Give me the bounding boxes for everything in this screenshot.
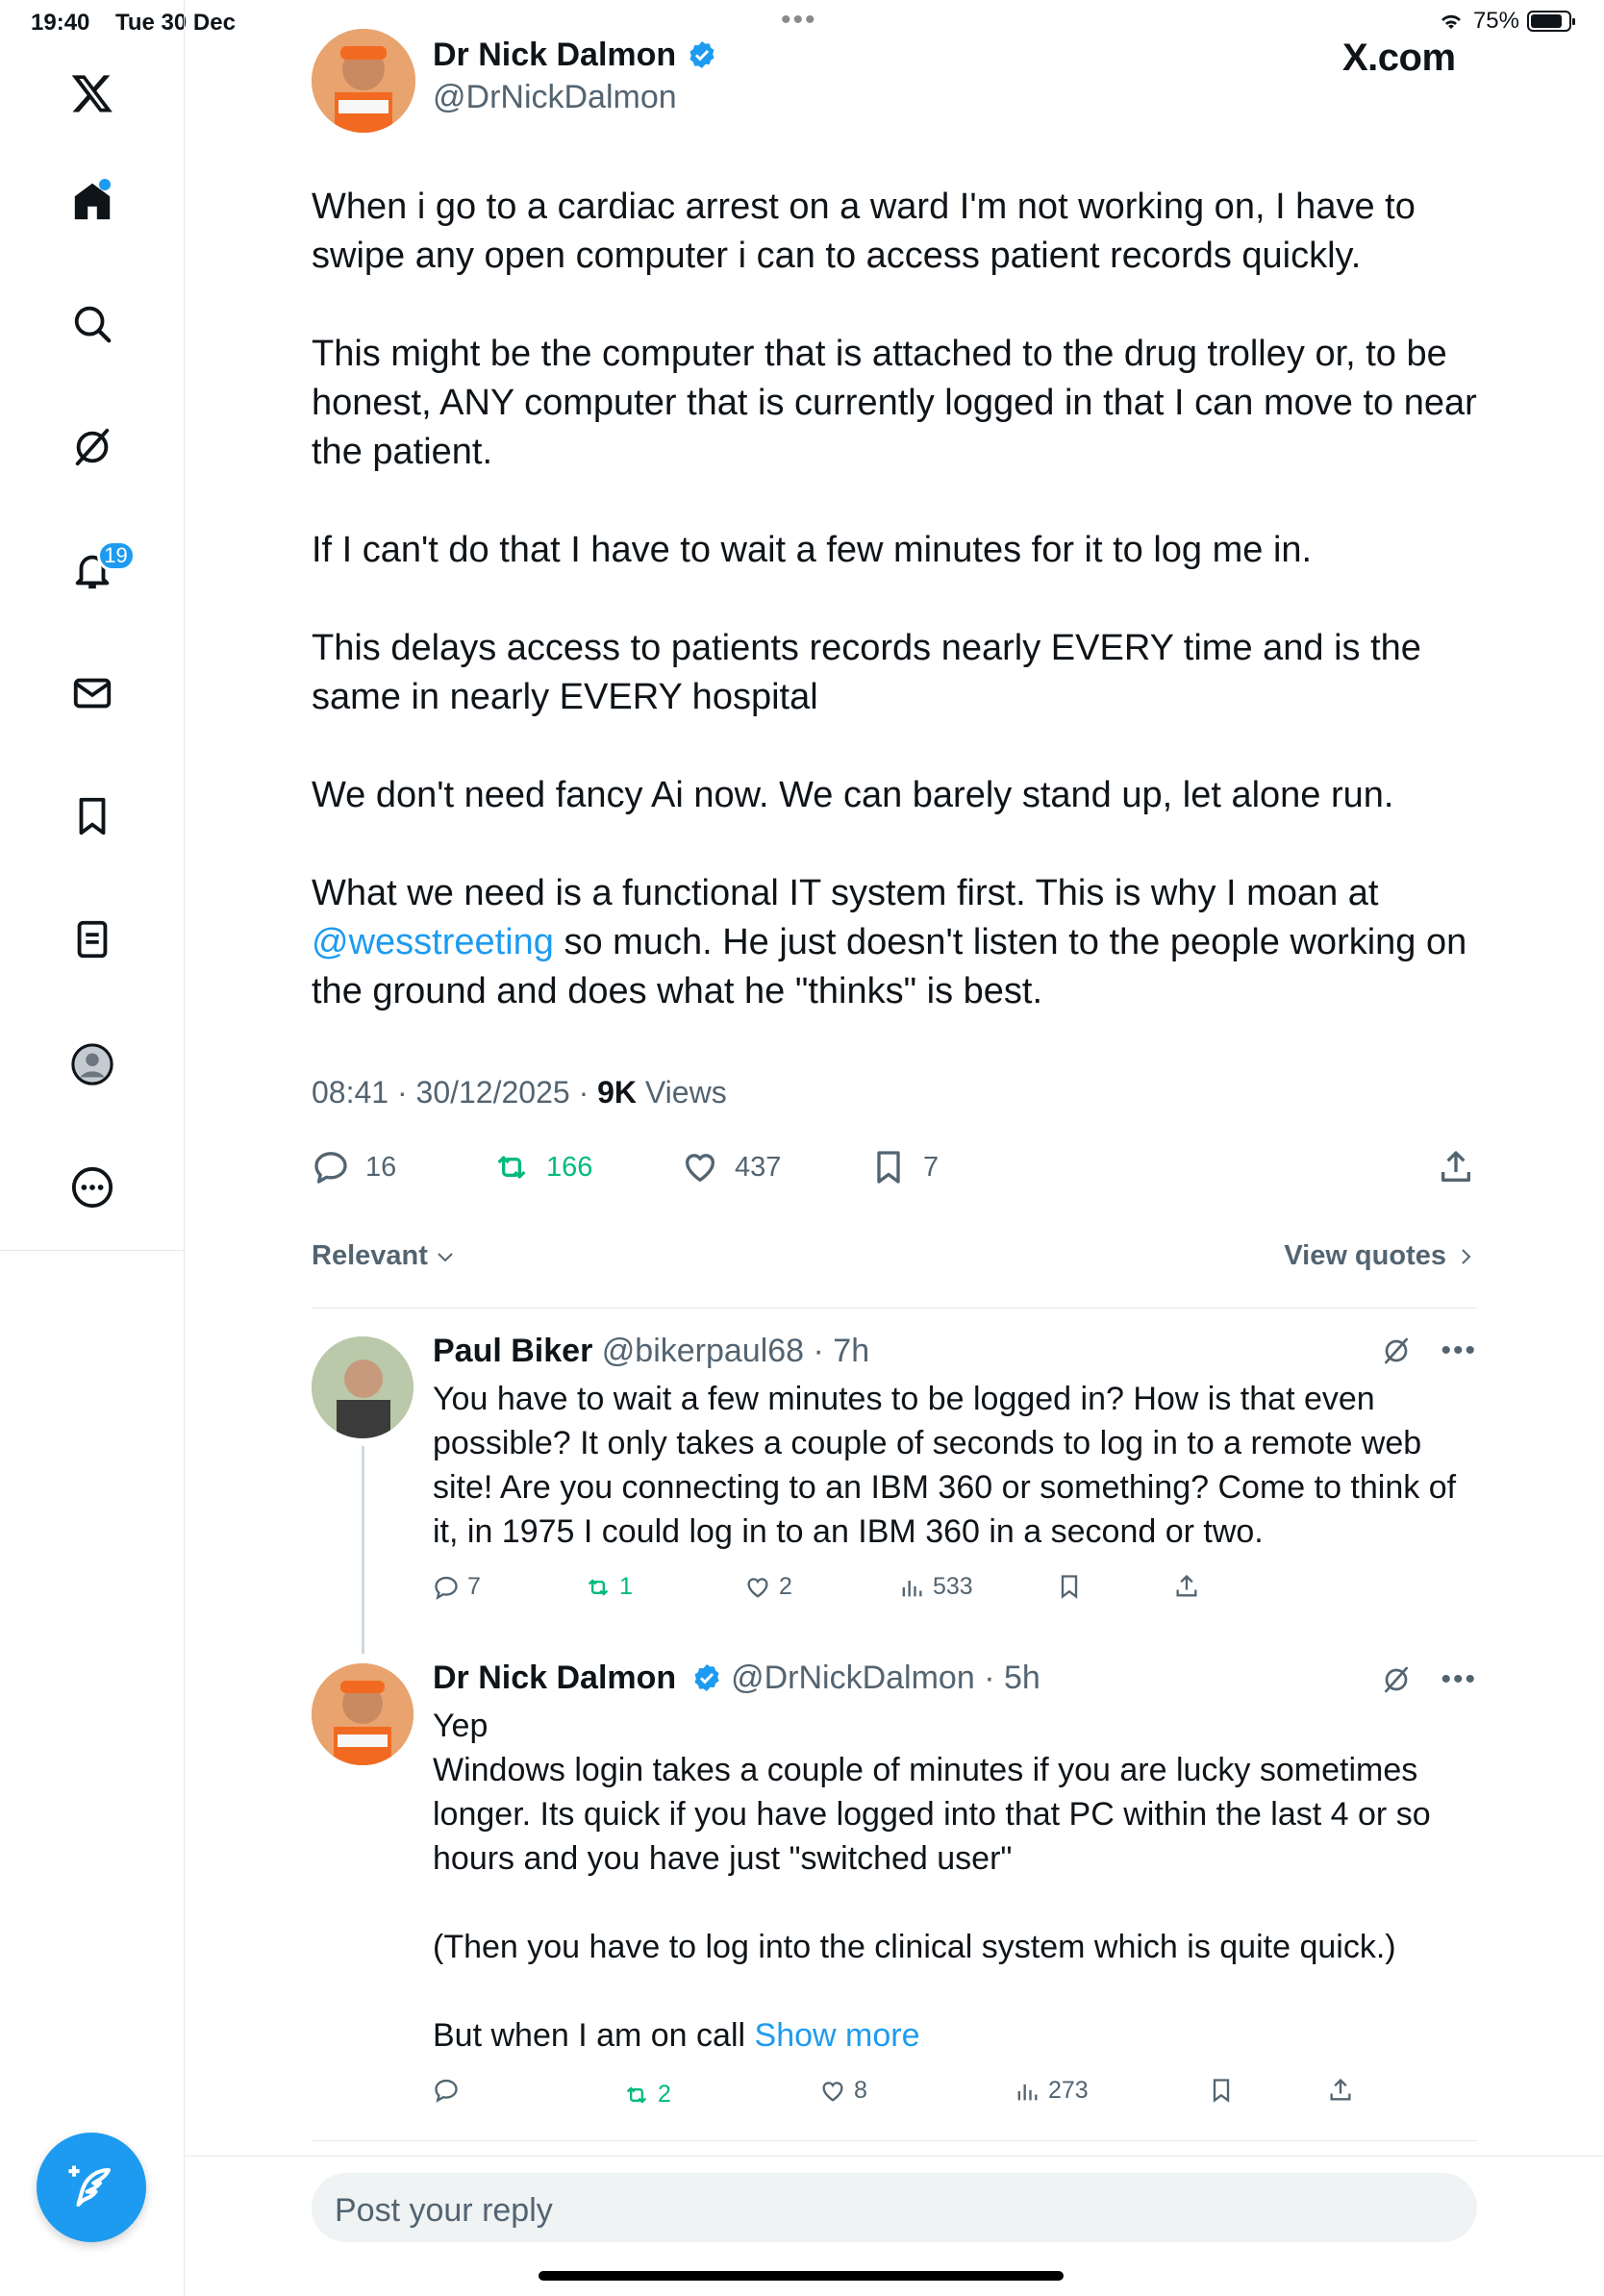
share-icon [1173, 1573, 1200, 1600]
sidebar-divider [0, 1250, 185, 1251]
reply-repost-button[interactable]: 2 [623, 2081, 671, 2109]
tweet-meta [312, 1075, 727, 1111]
reply-repost-button[interactable]: 1 [585, 1573, 633, 1601]
home-notification-dot [99, 179, 111, 190]
reply-avatar[interactable] [312, 1663, 414, 1765]
reply-avatar[interactable] [312, 1336, 414, 1438]
reply-views-button[interactable]: 533 [898, 1573, 973, 1601]
mention-link[interactable]: @wesstreeting [312, 922, 554, 962]
bookmark-icon [1208, 2077, 1235, 2104]
battery-icon [1527, 11, 1571, 32]
bookmark-icon [1056, 1573, 1083, 1600]
reply-icon [433, 1574, 460, 1601]
repost-icon [623, 2082, 650, 2109]
repost-icon [585, 1574, 612, 1601]
lists-icon[interactable] [59, 906, 126, 973]
thread-line [362, 1446, 364, 1654]
share-icon [1437, 1148, 1475, 1186]
sort-relevant-dropdown[interactable]: Relevant [312, 1240, 457, 1272]
grok-icon[interactable] [59, 413, 126, 481]
author-avatar[interactable] [312, 29, 415, 133]
wifi-icon [1437, 10, 1466, 33]
messages-icon[interactable] [59, 660, 126, 727]
reply-button[interactable]: 16 [312, 1148, 396, 1186]
compose-button[interactable] [37, 2133, 146, 2242]
heart-icon [744, 1574, 771, 1601]
feather-plus-icon [65, 2161, 117, 2213]
reply-icon [312, 1148, 350, 1186]
tweet-actions [312, 1148, 1477, 1190]
status-right [1437, 8, 1571, 35]
tweet-paragraph: When i go to a cardiac arrest on a ward I'm not working on, I have to swipe any open computer i can to access patient records quickly. [312, 187, 1416, 276]
home-icon[interactable] [59, 167, 126, 235]
grok-icon[interactable] [1381, 1335, 1412, 1366]
verified-badge-icon [691, 1662, 722, 1693]
bookmark-icon [869, 1148, 908, 1186]
site-brand: X.com [1342, 37, 1456, 79]
battery-percent: 75% [1472, 8, 1519, 34]
verified-badge-icon [687, 39, 717, 70]
home-indicator[interactable] [539, 2271, 1064, 2281]
composer-divider [185, 2156, 1604, 2157]
reply-views-button[interactable]: 273 [1014, 2077, 1089, 2105]
reply-author-name[interactable]: Dr Nick Dalmon [433, 1660, 677, 1696]
reply-header [433, 1333, 869, 1370]
author-handle[interactable]: @DrNickDalmon [433, 79, 677, 115]
more-options-icon[interactable]: ••• [1441, 1335, 1477, 1366]
reply-icon [433, 2077, 460, 2104]
reply-time: · 7h [804, 1333, 870, 1369]
share-button[interactable] [1437, 1148, 1475, 1186]
views-label: Views [637, 1075, 727, 1110]
tweet-paragraph: This might be the computer that is attached to the drug trolley or, to be honest, ANY computer that is currently logged in that I can move to near the patient. [312, 334, 1477, 472]
multitasking-dots-icon[interactable]: ••• [781, 4, 817, 36]
reply-reply-button[interactable] [433, 2077, 467, 2104]
divider [312, 1308, 1477, 1309]
reply-author-name[interactable]: Paul Biker [433, 1333, 593, 1369]
repost-button[interactable]: 166 [492, 1148, 592, 1186]
grok-icon[interactable] [1381, 1664, 1412, 1695]
reply-body: Yep Windows login takes a couple of minutes if you are lucky sometimes longer. Its quick if you have logged into that PC within the last 4 or so hours and you have just "switched user" (Then you have to log into the clinical system which is quite quick.) But when I am on call Show more [433, 1708, 1431, 2054]
reply-tools [1381, 1335, 1477, 1367]
bookmarks-icon[interactable] [59, 783, 126, 850]
chevron-right-icon [1454, 1245, 1477, 1268]
like-button[interactable]: 437 [681, 1148, 781, 1186]
heart-icon [681, 1148, 719, 1186]
reply-body: You have to wait a few minutes to be logged in? How is that even possible? It only takes a couple of seconds to log in to a remote web site! Are you connecting to an IBM 360 or something? Come to think of it, in 1975 I could log in to an IBM 360 in a second or two. [433, 1381, 1457, 1550]
tweet-paragraph: If I can't do that I have to wait a few minutes for it to log me in. [312, 530, 1313, 570]
reply-author-handle[interactable]: @DrNickDalmon [731, 1660, 975, 1696]
author-line [433, 37, 717, 74]
repost-icon [492, 1148, 531, 1186]
tweet-timestamp[interactable]: 08:41 · 30/12/2025 · [312, 1075, 598, 1110]
divider [312, 2140, 1477, 2141]
author-name[interactable]: Dr Nick Dalmon [433, 37, 677, 73]
show-more-link[interactable]: Show more [754, 2017, 920, 2054]
reply-share-button[interactable] [1327, 2077, 1354, 2104]
views-chart-icon [1014, 2078, 1040, 2105]
reply-bookmark-button[interactable] [1208, 2077, 1235, 2104]
notifications-badge: 19 [97, 540, 136, 571]
tweet-paragraph: We don't need fancy Ai now. We can barely stand up, let alone run. [312, 775, 1394, 815]
reply-header [433, 1660, 1040, 1697]
bookmark-button[interactable]: 7 [869, 1148, 939, 1186]
heart-icon [819, 2078, 846, 2105]
views-chart-icon [898, 1574, 925, 1601]
tweet-body [312, 183, 1477, 1016]
profile-icon[interactable] [59, 1031, 126, 1098]
share-icon [1327, 2077, 1354, 2104]
reply-like-button[interactable]: 2 [744, 1573, 792, 1601]
tweet-paragraph: This delays access to patients records nearly EVERY time and is the same in nearly EVERY hospital [312, 628, 1421, 717]
view-quotes-link[interactable]: View quotes [1284, 1240, 1477, 1272]
reply-tools [1381, 1663, 1477, 1696]
notifications-icon[interactable] [59, 537, 126, 604]
views-count: 9K [597, 1075, 638, 1110]
reply-author-handle[interactable]: @bikerpaul68 [601, 1333, 805, 1369]
tweet-paragraph-last: What we need is a functional IT system first. This is why I moan at @wesstreeting so much. He just doesn't listen to the people working on the ground and does what he "thinks" is best. [312, 873, 1467, 1011]
reply-share-button[interactable] [1173, 1573, 1200, 1600]
more-options-icon[interactable]: ••• [1441, 1663, 1477, 1695]
chevron-down-icon [434, 1245, 457, 1268]
reply-time: · 5h [974, 1660, 1040, 1696]
search-icon[interactable] [59, 290, 126, 358]
reply-reply-button[interactable]: 7 [433, 1573, 481, 1601]
x-logo-icon[interactable] [59, 60, 126, 127]
reply-like-button[interactable]: 8 [819, 2077, 867, 2105]
status-date: Tue 30 Dec [115, 10, 236, 36]
reply-bookmark-button[interactable] [1056, 1573, 1083, 1600]
status-time: 19:40 [31, 10, 90, 36]
post-reply-input[interactable]: Post your reply [312, 2173, 1477, 2242]
more-icon[interactable] [59, 1154, 126, 1221]
sidebar [0, 0, 185, 2296]
